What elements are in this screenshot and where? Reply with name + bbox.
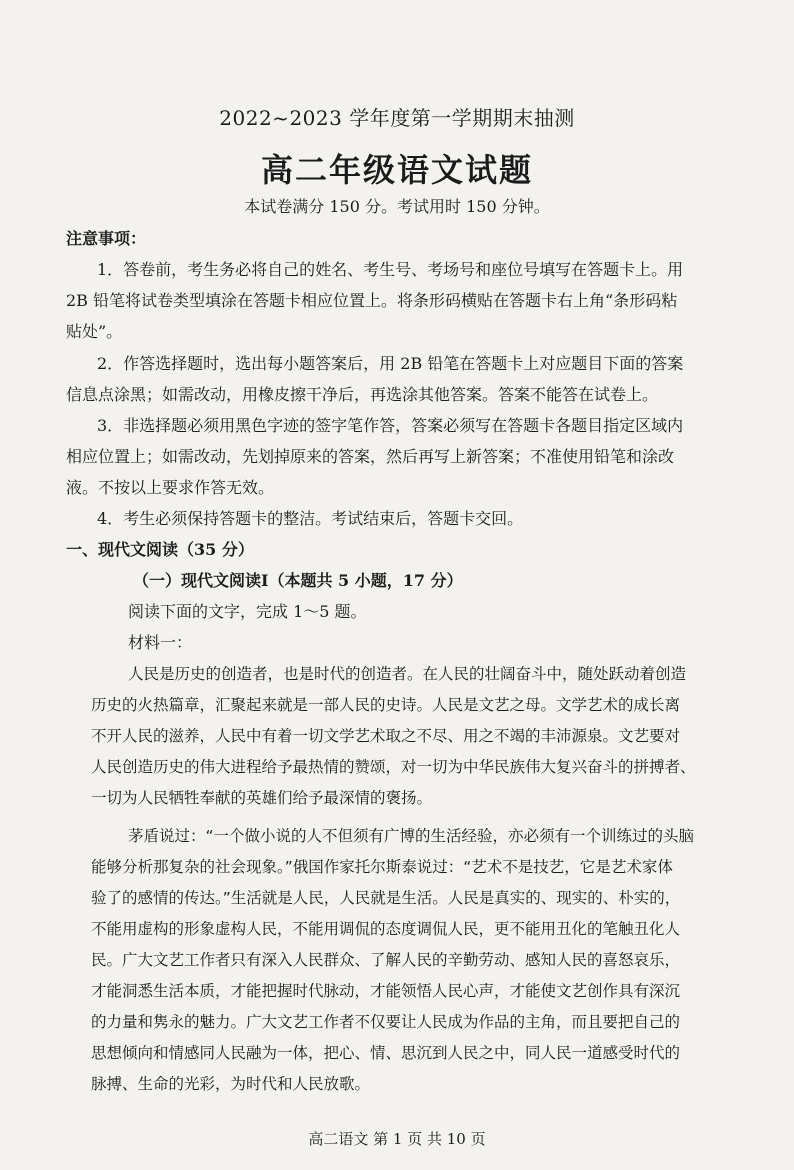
passage-line: 人民创造历史的伟大进程给予最热情的赞颂，对一切为中华民族伟大复兴奋斗的拼搏者、 [91,758,696,776]
notice-line: 3．非选择题必须用黑色字迹的签字笔作答，答案必须写在答题卡各题目指定区域内 [97,416,684,435]
passage-line: 民。广大文艺工作者只有深入人民群众、了解人民的辛勤劳动、感知人民的喜怒哀乐， [91,951,681,969]
passage-line: 历史的火热篇章，汇聚起来就是一部人民的史诗。人民是文艺之母。文学艺术的成长离 [91,696,681,714]
reading-instruction: 阅读下面的文字，完成 1～5 题。 [128,602,367,621]
passage-line: 人民是历史的创造者，也是时代的创造者。在人民的壮阔奋斗中，随处跃动着创造 [128,665,687,683]
notice-heading: 注意事项： [66,229,147,248]
passage-line: 思想倾向和情感同人民融为一体，把心、情、思沉到人民之中，同人民一道感受时代的 [91,1044,681,1062]
section-heading: 一、现代文阅读（35 分） [66,540,254,559]
passage-line: 才能洞悉生活本质，才能把握时代脉动，才能领悟人民心声，才能使文艺创作具有深沉 [91,982,681,1000]
notice-line: 相应位置上；如需改动，先划掉原来的答案，然后再写上新答案；不准使用铅笔和涂改 [66,447,675,466]
passage-line: 不开人民的滋养，人民中有着一切文学艺术取之不尽、用之不竭的丰沛源泉。文艺要对 [91,727,681,745]
notice-line: 贴处”。 [66,322,123,341]
subsection-heading: （一）现代文阅读Ⅰ（本题共 5 小题，17 分） [133,571,463,590]
passage-line: 验了的感情的传达。”生活就是人民，人民就是生活。人民是真实的、现实的、朴实的， [91,889,681,907]
passage-line: 能够分析那复杂的社会现象。”俄国作家托尔斯泰说过：“艺术不是技艺，它是艺术家体 [91,858,673,876]
notice-line: 液。不按以上要求作答无效。 [66,478,275,497]
notice-line: 2B 铅笔将试卷类型填涂在答题卡相应位置上。将条形码横贴在答题卡右上角“条形码粘 [66,291,678,310]
page-footer: 高二语文 第 1 页 共 10 页 [308,1130,486,1148]
notice-line: 2．作答选择题时，选出每小题答案后，用 2B 铅笔在答题卡上对应题目下面的答案 [97,354,684,373]
passage-line: 茅盾说过：“一个做小说的人不但须有广博的生活经验，亦必须有一个训练过的头脑 [128,827,695,845]
subject-title: 高二年级语文试题 [260,151,533,189]
material-label: 材料一： [128,633,193,652]
passage-line: 一切为人民牺牲奉献的英雄们给予最深情的褒扬。 [91,789,433,807]
passage-line: 不能用虚构的形象虚构人民，不能用调侃的态度调侃人民，更不能用丑化的笔触丑化人 [91,920,681,938]
notice-line: 4．考生必须保持答题卡的整洁。考试结束后，答题卡交回。 [97,509,524,528]
passage-line: 脉搏、生命的光彩，为时代和人民放歌。 [91,1075,371,1093]
exam-info: 本试卷满分 150 分。考试用时 150 分钟。 [244,197,550,216]
notice-line: 信息点涂黑；如需改动，用橡皮擦干净后，再选涂其他答案。答案不能答在试卷上。 [66,385,659,404]
notice-line: 1．答卷前，考生务必将自己的姓名、考生号、考场号和座位号填写在答题卡上。用 [97,260,684,279]
exam-title: 2022~2023 学年度第一学期期末抽测 [219,106,575,130]
passage-line: 的力量和隽永的魅力。广大文艺工作者不仅要让人民成为作品的主角，而且要把自己的 [91,1013,681,1031]
